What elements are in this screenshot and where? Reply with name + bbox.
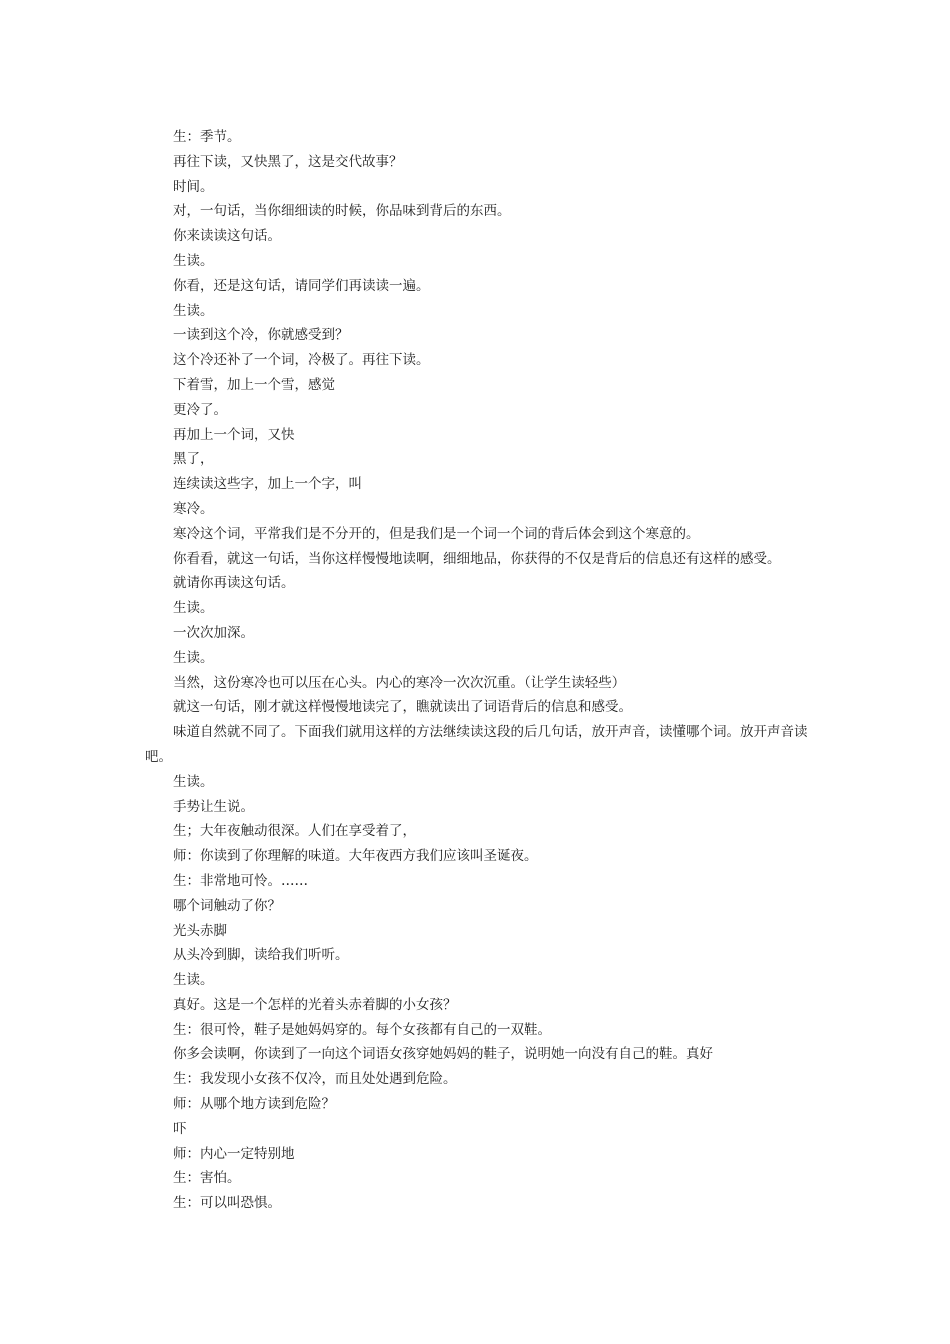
paragraph: 你看看，就这一句话，当你这样慢慢地读啊，细细地品，你获得的不仅是背后的信息还有这样的感受。 <box>173 550 781 567</box>
paragraph: 再往下读，又快黑了，这是交代故事？ <box>173 153 403 170</box>
paragraph: 师：从哪个地方读到危险？ <box>173 1096 335 1113</box>
paragraph: 生：我发现小女孩不仅冷，而且处处遇到危险。 <box>173 1071 457 1088</box>
paragraph: 一读到这个冷，你就感受到？ <box>173 327 349 344</box>
paragraph: 连续读这些字，加上一个字，叫 <box>173 476 362 493</box>
paragraph: 哪个词触动了你？ <box>173 897 281 914</box>
paragraph: 生：季节。 <box>173 129 241 145</box>
document-body <box>145 125 810 1216</box>
paragraph: 这个冷还补了一个词，冷极了。再往下读。 <box>173 352 430 369</box>
paragraph: 时间。 <box>173 178 214 195</box>
paragraph: 师：你读到了你理解的味道。大年夜西方我们应该叫圣诞夜。 <box>173 848 538 865</box>
paragraph: 真好。这是一个怎样的光着头赤着脚的小女孩？ <box>173 996 457 1013</box>
paragraph: 吓 <box>173 1120 187 1137</box>
paragraph: 就请你再读这句话。 <box>173 575 295 592</box>
paragraph: 生读。 <box>173 302 214 319</box>
paragraph: 生：很可怜，鞋子是她妈妈穿的。每个女孩都有自己的一双鞋。 <box>173 1021 551 1038</box>
paragraph: 下着雪，加上一个雪，感觉 <box>173 376 335 393</box>
paragraph: 生：非常地可怜。…… <box>173 872 308 889</box>
paragraph: 味道自然就不同了。下面我们就用这样的方法继续读这段的后几句话，放开声音，读懂哪个词。放开声音读吧。 <box>145 724 808 765</box>
paragraph: 黑了， <box>173 451 214 468</box>
paragraph: 生读。 <box>173 649 214 666</box>
paragraph: 光头赤脚 <box>173 922 227 939</box>
paragraph: 一次次加深。 <box>173 624 254 641</box>
paragraph: 更冷了。 <box>173 401 227 418</box>
paragraph: 手势让生说。 <box>173 798 254 815</box>
paragraph: 你看，还是这句话，请同学们再读读一遍。 <box>173 277 430 294</box>
paragraph: 生：可以叫恐惧。 <box>173 1195 281 1212</box>
paragraph: 寒冷这个词，平常我们是不分开的，但是我们是一个词一个词的背后体会到这个寒意的。 <box>173 525 700 542</box>
paragraph: 生；大年夜触动很深。人们在享受着了， <box>173 823 416 840</box>
paragraph: 当然，这份寒冷也可以压在心头。内心的寒冷一次次沉重。（让学生读轻些） <box>173 674 626 691</box>
paragraph: 生读。 <box>173 773 214 790</box>
paragraph: 生读。 <box>173 600 214 617</box>
paragraph: 生：害怕。 <box>173 1170 241 1187</box>
paragraph: 生读。 <box>173 252 214 269</box>
paragraph: 生读。 <box>173 972 214 989</box>
paragraph: 你来读读这句话。 <box>173 228 281 245</box>
paragraph: 你多会读啊，你读到了一向这个词语女孩穿她妈妈的鞋子，说明她一向没有自己的鞋。真好 <box>173 1046 713 1063</box>
paragraph: 从头冷到脚，读给我们听听。 <box>173 947 349 964</box>
paragraph: 寒冷。 <box>173 500 214 517</box>
paragraph: 再加上一个词，又快 <box>173 426 295 443</box>
paragraph: 师：内心一定特别地 <box>173 1145 295 1162</box>
paragraph: 对，一句话，当你细细读的时候，你品味到背后的东西。 <box>173 203 511 220</box>
paragraph: 就这一句话，刚才就这样慢慢地读完了，瞧就读出了词语背后的信息和感受。 <box>173 699 632 716</box>
